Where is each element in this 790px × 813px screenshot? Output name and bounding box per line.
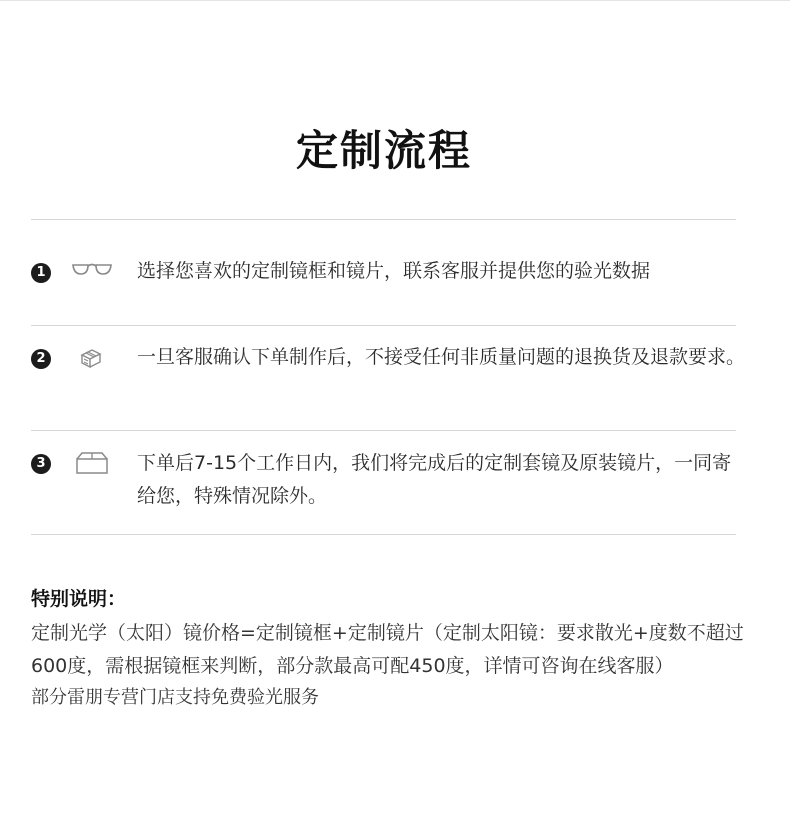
- step-number-badge: 3: [31, 454, 51, 474]
- divider: [31, 430, 736, 431]
- step-text: 一旦客服确认下单制作后，不接受任何非质量问题的退换货及退款要求。: [137, 346, 746, 368]
- page-title: 定制流程: [295, 126, 472, 175]
- notes-free-eye-exam: 部分雷朋专营门店支持免费验光服务: [31, 687, 319, 708]
- step-number-badge: 1: [31, 263, 51, 283]
- divider: [31, 219, 736, 220]
- step-text: 下单后7-15个工作日内，我们将完成后的定制套镜及原装镜片，一同寄给您，特殊情况除外。: [137, 452, 732, 507]
- glasses-icon: [71, 261, 111, 285]
- step-number-badge: 2: [31, 349, 51, 369]
- step-text: 选择您喜欢的定制镜框和镜片，联系客服并提供您的验光数据: [137, 260, 651, 282]
- special-notes: [31, 584, 751, 713]
- top-border: [0, 0, 790, 1]
- box-icon: [75, 451, 115, 475]
- divider: [31, 325, 736, 326]
- notes-title: 特别说明：: [31, 588, 127, 610]
- divider: [31, 534, 736, 535]
- notes-body: 定制光学（太阳）镜价格=定制镜框+定制镜片（定制太阳镜：要求散光+度数不超过600度，需根据镜框来判断，部分款最高可配450度，详情可咨询在线客服）: [31, 622, 744, 677]
- package-icon: [79, 345, 119, 369]
